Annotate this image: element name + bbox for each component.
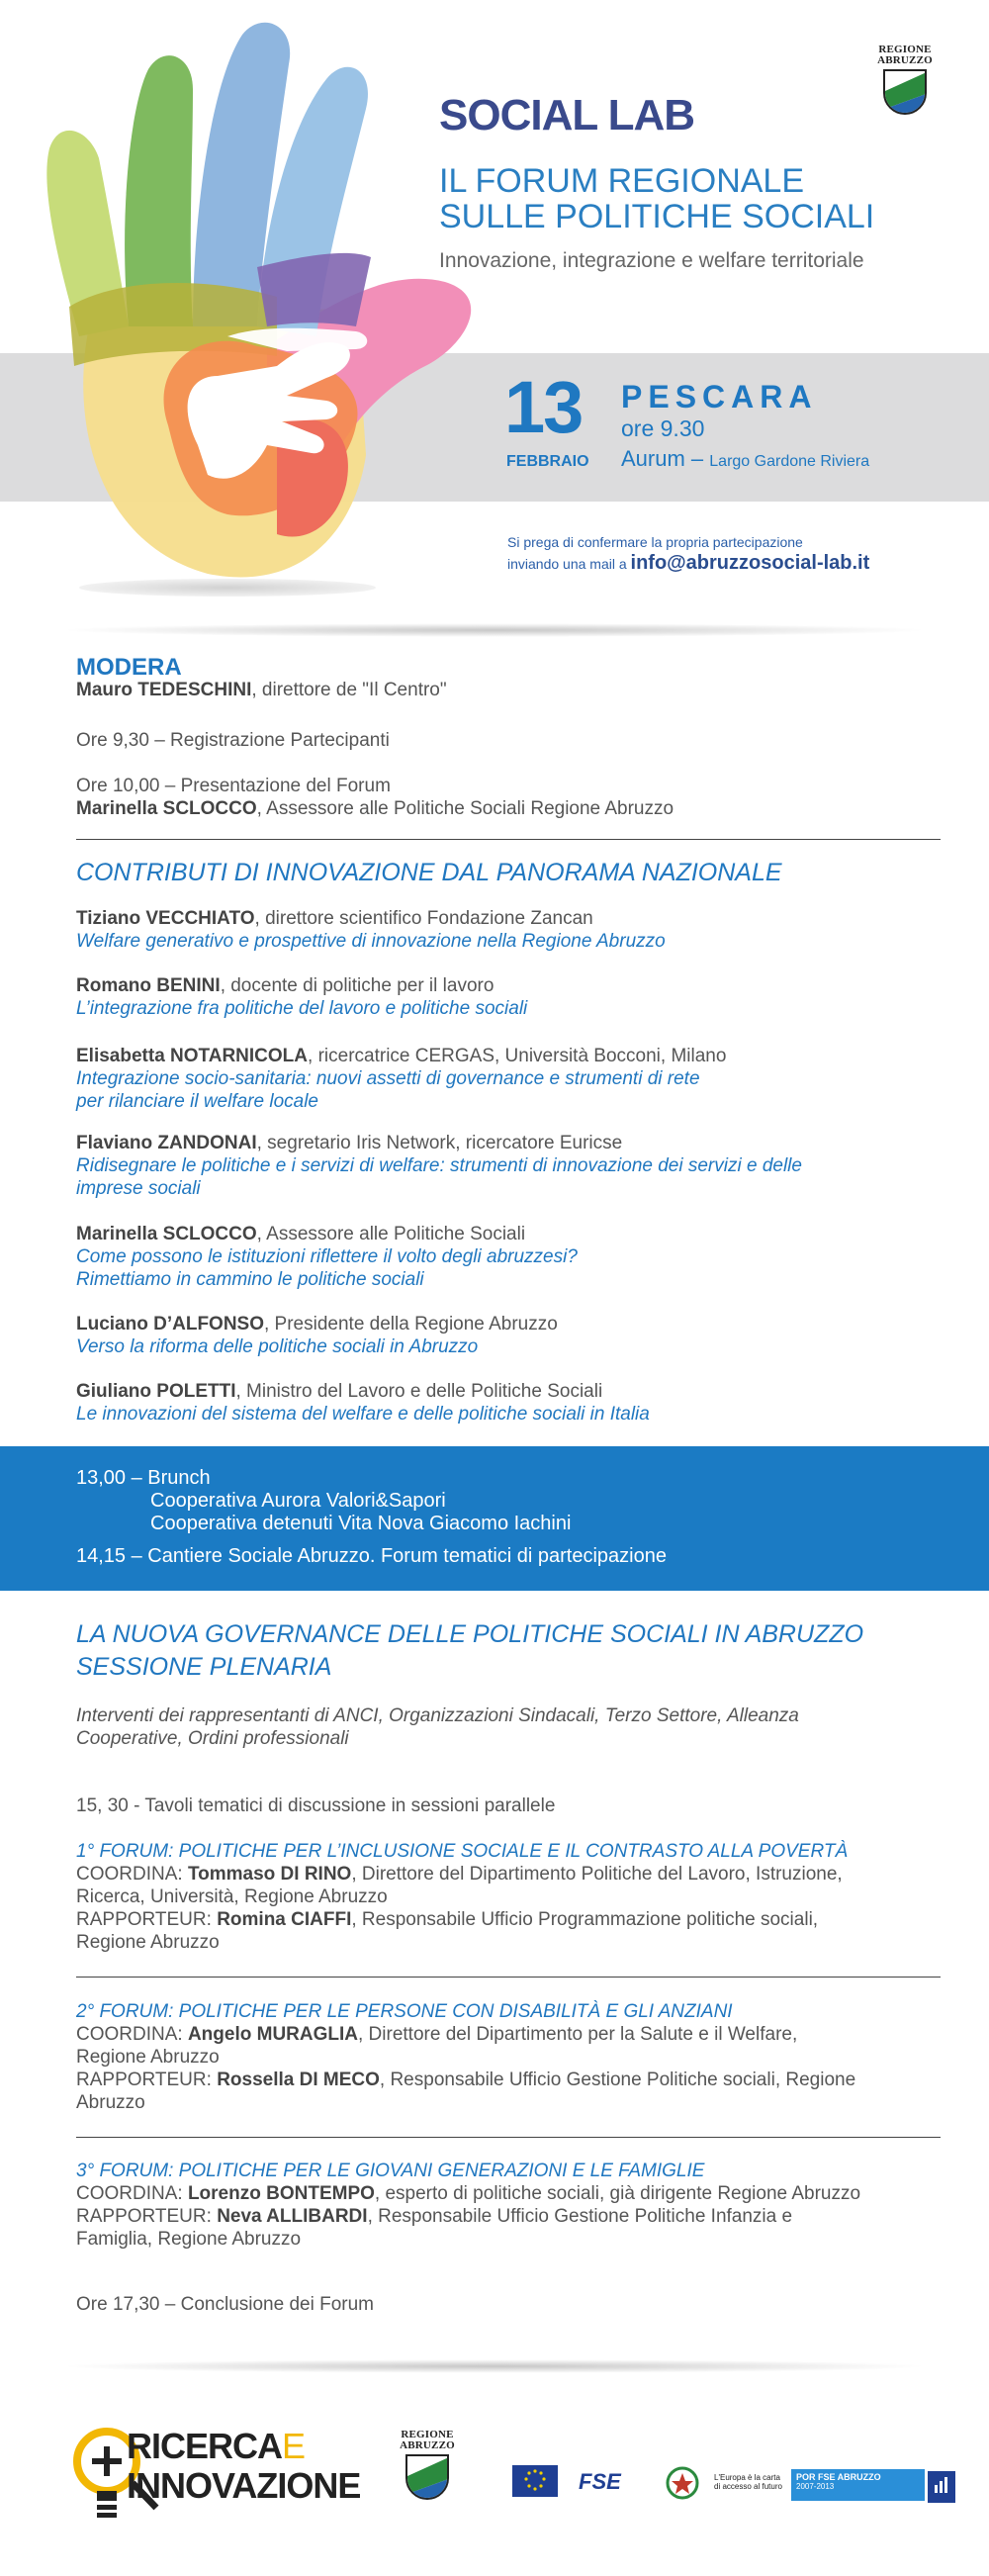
conclusion: Ore 17,30 – Conclusione dei Forum — [76, 2294, 374, 2315]
coordina-name: Lorenzo BONTEMPO — [187, 2183, 375, 2204]
speaker-item — [76, 1313, 946, 1358]
europe-slogan-line: L'Europa è la carta — [714, 2473, 780, 2482]
talk-title: per rilanciare il welfare locale — [76, 1091, 318, 1112]
speaker-line — [76, 1045, 946, 1067]
registration: Ore 9,30 – Registrazione Partecipanti — [76, 730, 390, 751]
event-month: FEBBRAIO — [506, 453, 589, 470]
rsvp-line — [507, 553, 869, 575]
email-link[interactable]: info@abruzzosocial-lab.it — [630, 552, 870, 574]
page-title: SOCIAL LAB — [439, 91, 695, 139]
divider — [76, 1977, 941, 1978]
talk-title: Ridisegnare le politiche e i servizi di welfare: strumenti di innovazione dei servizi e delle — [76, 1155, 802, 1176]
rapporteur-name: Romina CIAFFI — [217, 1909, 352, 1930]
speaker-role: , ricercatrice CERGAS, Università Bocconi, Milano — [308, 1046, 727, 1066]
forum-title: 2° FORUM: POLITICHE PER LE PERSONE CON DISABILITÀ E GLI ANZIANI — [76, 2001, 733, 2022]
region-shield-icon — [405, 2454, 449, 2500]
talk-title: L’integrazione fra politiche del lavoro e politiche sociali — [76, 998, 528, 1019]
speaker-name: Romano BENINI — [76, 975, 221, 996]
divider-shadow — [59, 2359, 930, 2373]
region-shield-icon — [883, 69, 927, 115]
forum-rapporteur — [76, 2069, 946, 2091]
speaker-item — [76, 1380, 946, 1426]
venue-name: Aurum – — [621, 446, 704, 471]
talk-title: Come possono le istituzioni riflettere il volto degli abruzzesi? — [76, 1246, 578, 1267]
fse-logo-icon — [579, 2469, 638, 2501]
europe-slogan-line: di accesso al futuro — [714, 2482, 782, 2491]
speaker-line — [76, 1313, 946, 1335]
talk-title: Verso la riforma delle politiche sociali in Abruzzo — [76, 1336, 479, 1357]
divider — [76, 839, 941, 840]
presenter-name: Marinella SCLOCCO — [76, 798, 257, 819]
por-label: POR FSE ABRUZZO — [796, 2472, 881, 2482]
interventions — [76, 1704, 946, 1750]
event-time: ore 9.30 — [621, 415, 705, 441]
rsvp-line-text: inviando una mail a — [507, 556, 627, 572]
forum-item — [76, 2000, 946, 2114]
forum-title: 3° FORUM: POLITICHE PER LE GIOVANI GENERAZIONI E LE FAMIGLIE — [76, 2161, 705, 2181]
event-day: 13 — [504, 366, 583, 448]
section-heading-contributi: CONTRIBUTI DI INNOVAZIONE DAL PANORAMA NAZIONALE — [76, 859, 782, 886]
section-heading-line: LA NUOVA GOVERNANCE DELLE POLITICHE SOCIALI IN ABRUZZO — [76, 1620, 864, 1648]
section-heading-line: SESSIONE PLENARIA — [76, 1653, 332, 1681]
moderator — [76, 679, 946, 701]
speaker-item — [76, 1045, 946, 1113]
region-logo-text: ABRUZZO — [400, 2439, 455, 2451]
speaker-item — [76, 1132, 946, 1200]
forum-item — [76, 2160, 946, 2251]
rapporteur-role-cont: Regione Abruzzo — [76, 1932, 220, 1953]
rapporteur-name: Neva ALLIBARDI — [217, 2206, 368, 2227]
hands-shadow — [79, 579, 376, 597]
speaker-line — [76, 1132, 946, 1154]
modera-heading: MODERA — [76, 654, 182, 681]
interventions-line: Interventi dei rappresentanti di ANCI, Organizzazioni Sindacali, Terzo Settore, Alleanza — [76, 1705, 799, 1726]
brunch-coop: Cooperativa Aurora Valori&Sapori — [150, 1490, 446, 1512]
rapporteur-role-cont: Abruzzo — [76, 2092, 145, 2113]
modera-block — [76, 656, 946, 701]
regione-abruzzo-logo — [875, 45, 935, 115]
rapporteur-role: , Responsabile Ufficio Gestione Politiche sociali, Regione — [379, 2070, 856, 2090]
italian-republic-emblem-icon — [665, 2465, 700, 2497]
rapporteur-role: , Responsabile Ufficio Programmazione politiche sociali, — [351, 1909, 819, 1930]
speaker-role: , Presidente della Regione Abruzzo — [264, 1314, 558, 1334]
talk-title: imprese sociali — [76, 1178, 201, 1199]
presentation-time: Ore 10,00 – Presentazione del Forum — [76, 776, 391, 796]
ri-word: RICERCA — [127, 2426, 283, 2466]
presenter-role: , Assessore alle Politiche Sociali Regione Abruzzo — [256, 798, 674, 819]
speaker-name: Elisabetta NOTARNICOLA — [76, 1046, 309, 1066]
por-years: 2007-2013 — [796, 2482, 835, 2491]
interventions-line: Cooperative, Ordini professionali — [76, 1728, 349, 1749]
coordina-role: , Direttore del Dipartimento Politiche del Lavoro, Istruzione, — [351, 1864, 843, 1885]
region-logo-text: REGIONE — [401, 2429, 454, 2440]
speaker-item — [76, 974, 946, 1020]
por-fse-abruzzo-logo — [791, 2469, 925, 2501]
talk-title: Rimettiamo in cammino le politiche sociali — [76, 1269, 424, 1290]
presentation-block — [76, 775, 946, 820]
speaker-line — [76, 907, 946, 930]
brunch-coop: Cooperativa detenuti Vita Nova Giacomo Iachini — [150, 1513, 572, 1534]
moderator-role: , direttore de "Il Centro" — [251, 680, 447, 700]
forum-coordina — [76, 2182, 946, 2205]
speaker-item — [76, 1223, 946, 1291]
speaker-role: , Assessore alle Politiche Sociali — [256, 1224, 526, 1244]
speaker-name: Giuliano POLETTI — [76, 1381, 236, 1402]
europe-slogan — [714, 2473, 795, 2505]
speaker-line — [76, 1223, 946, 1245]
eu-flag-icon — [512, 2465, 558, 2497]
speaker-role: , Ministro del Lavoro e delle Politiche Sociali — [235, 1381, 603, 1402]
forum-rapporteur — [76, 2205, 946, 2228]
ricerca-innovazione-logo-text — [127, 2426, 305, 2467]
section-heading-governance — [76, 1618, 946, 1684]
speaker-line — [76, 974, 946, 997]
ri-word-e: E — [282, 2426, 306, 2466]
colorful-hands-illustration — [30, 10, 494, 603]
rapporteur-name: Rossella DI MECO — [217, 2070, 380, 2090]
speaker-line — [76, 1380, 946, 1403]
forum-title: 1° FORUM: POLITICHE PER L’INCLUSIONE SOCIALE E IL CONTRASTO ALLA POVERTÀ — [76, 1841, 849, 1862]
moderator-name: Mauro TEDESCHINI — [76, 680, 252, 700]
region-logo-text: REGIONE — [878, 44, 932, 55]
forum-item — [76, 1840, 946, 1954]
speaker-name: Marinella SCLOCCO — [76, 1224, 257, 1244]
brunch-band — [0, 1446, 989, 1591]
rapporteur-label: RAPPORTEUR: — [76, 2070, 218, 2090]
coordina-role: , esperto di politiche sociali, già dirigente Regione Abruzzo — [374, 2183, 861, 2204]
talk-title: Le innovazioni del sistema del welfare e delle politiche sociali in Italia — [76, 1404, 650, 1425]
coordina-label: COORDINA: — [76, 2183, 188, 2204]
talk-title: Integrazione socio-sanitaria: nuovi assetti di governance e strumenti di rete — [76, 1068, 700, 1089]
coordina-label: COORDINA: — [76, 1864, 188, 1885]
coordina-label: COORDINA: — [76, 2024, 188, 2045]
forum-coordina — [76, 1863, 946, 1886]
forum-coordina — [76, 2023, 946, 2046]
rapporteur-label: RAPPORTEUR: — [76, 2206, 218, 2227]
presenter — [76, 797, 946, 820]
forum-title-line: SULLE POLITICHE SOCIALI — [439, 198, 875, 235]
speaker-role: , docente di politiche per il lavoro — [220, 975, 494, 996]
cantiere-sociale: 14,15 – Cantiere Sociale Abruzzo. Forum tematici di partecipazione — [76, 1545, 667, 1567]
coordina-name: Tommaso DI RINO — [187, 1864, 352, 1885]
forum-title-line: IL FORUM REGIONALE — [439, 162, 805, 200]
coordina-role-cont: Ricerca, Università, Regione Abruzzo — [76, 1886, 388, 1907]
header — [0, 0, 989, 633]
speaker-name: Luciano D’ALFONSO — [76, 1314, 264, 1334]
rapporteur-role-cont: Famiglia, Regione Abruzzo — [76, 2229, 302, 2250]
talk-title: Welfare generativo e prospettive di innovazione nella Regione Abruzzo — [76, 931, 666, 952]
divider-shadow — [59, 623, 930, 637]
event-venue — [621, 446, 869, 472]
regione-abruzzo-logo — [398, 2430, 457, 2500]
rapporteur-role: , Responsabile Ufficio Gestione Politiche Infanzia e — [367, 2206, 793, 2227]
coordina-name: Angelo MURAGLIA — [187, 2024, 358, 2045]
footer — [0, 2374, 989, 2576]
speaker-item — [76, 907, 946, 953]
speaker-name: Tiziano VECCHIATO — [76, 908, 255, 929]
speaker-name: Flaviano ZANDONAI — [76, 1133, 257, 1153]
rsvp-line: Si prega di confermare la propria partecipazione — [507, 534, 803, 550]
brunch-time: 13,00 – Brunch — [76, 1467, 211, 1489]
venue-address: Largo Gardone Riviera — [709, 453, 870, 470]
coordina-role-cont: Regione Abruzzo — [76, 2047, 220, 2068]
rapporteur-label: RAPPORTEUR: — [76, 1909, 218, 1930]
speaker-role: , segretario Iris Network, ricercatore Euricse — [256, 1133, 623, 1153]
small-logo-icon — [928, 2471, 955, 2503]
speaker-role: , direttore scientifico Fondazione Zancan — [254, 908, 593, 929]
tavoli-tematici: 15, 30 - Tavoli tematici di discussione in sessioni parallele — [76, 1795, 556, 1816]
subtitle: Innovazione, integrazione e welfare territoriale — [439, 249, 864, 272]
coordina-role: , Direttore del Dipartimento per la Salute e il Welfare, — [358, 2024, 798, 2045]
ricerca-innovazione-logo-text: INNOVAZIONE — [127, 2465, 361, 2506]
forum-rapporteur — [76, 1908, 946, 1931]
event-city: PESCARA — [621, 379, 818, 414]
forum-title — [439, 163, 963, 234]
fse-text: FSE — [579, 2469, 621, 2494]
rsvp-note — [507, 532, 869, 575]
divider — [76, 2137, 941, 2138]
region-logo-text: ABRUZZO — [877, 54, 933, 66]
